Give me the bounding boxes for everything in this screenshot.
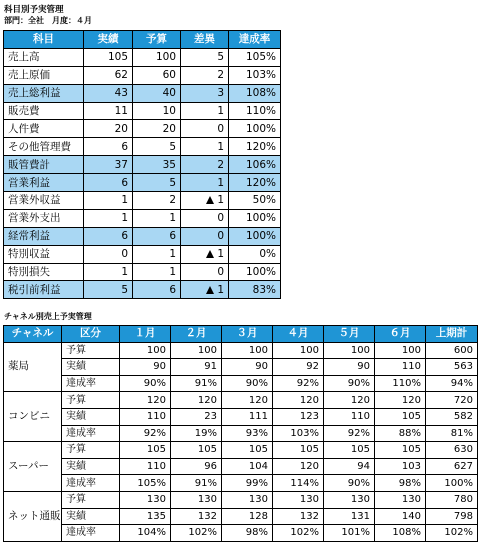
section1-title: 科目別予実管理 xyxy=(4,5,64,15)
half-total-value: 582 xyxy=(426,408,478,425)
table-row xyxy=(4,392,478,409)
budget-value: 10 xyxy=(133,102,181,120)
table-row xyxy=(4,227,281,245)
rate-value: 103% xyxy=(229,66,281,84)
diff-value xyxy=(181,281,229,299)
header-month-4: ４月 xyxy=(273,326,324,343)
actual-value: 11 xyxy=(84,102,133,120)
rate-value: 100% xyxy=(229,209,281,227)
actual-value: 6 xyxy=(84,227,133,245)
month-value: 90 xyxy=(324,359,375,376)
diff-number: 1 xyxy=(217,248,224,261)
diff-number: 0 xyxy=(217,122,224,135)
month-value: 135 xyxy=(120,508,171,525)
month-value: 98% xyxy=(375,475,426,492)
table-header-row xyxy=(4,326,478,343)
month-value: 110 xyxy=(375,359,426,376)
diff-value xyxy=(181,192,229,210)
month-value: 90 xyxy=(120,359,171,376)
month-value: 110 xyxy=(120,458,171,475)
rate-value: 100% xyxy=(229,120,281,138)
diff-value xyxy=(181,120,229,138)
account-label: 経常利益 xyxy=(4,227,84,245)
month-value: 103 xyxy=(375,458,426,475)
month-value: 105 xyxy=(375,408,426,425)
budget-value: 5 xyxy=(133,174,181,192)
half-total-value: 630 xyxy=(426,442,478,459)
month-value: 131 xyxy=(324,508,375,525)
month-value: 120 xyxy=(171,392,222,409)
half-total-value: 94% xyxy=(426,375,478,392)
header-budget: 予算 xyxy=(133,31,181,49)
rate-value: 105% xyxy=(229,48,281,66)
half-total-value: 720 xyxy=(426,392,478,409)
channel-name: ネット通販 xyxy=(4,491,62,541)
category-label: 実績 xyxy=(62,359,120,376)
diff-number: 0 xyxy=(217,230,224,243)
month-value: 91% xyxy=(171,475,222,492)
table-row xyxy=(4,359,478,376)
table-row xyxy=(4,458,478,475)
account-label: 売上原価 xyxy=(4,66,84,84)
month-value: 130 xyxy=(273,491,324,508)
section2-title: チャネル別売上予実管理 xyxy=(4,312,92,321)
month-value: 94 xyxy=(324,458,375,475)
month-value: 103% xyxy=(273,425,324,442)
channel-name: 薬局 xyxy=(4,342,62,392)
table-row xyxy=(4,84,281,102)
diff-value xyxy=(181,84,229,102)
negative-triangle-icon xyxy=(206,196,214,204)
month-value: 91 xyxy=(171,359,222,376)
table-row xyxy=(4,442,478,459)
account-label: 売上総利益 xyxy=(4,84,84,102)
month-value: 130 xyxy=(120,491,171,508)
month-value: 120 xyxy=(324,392,375,409)
table-row xyxy=(4,102,281,120)
month-value: 105 xyxy=(171,442,222,459)
table-row xyxy=(4,425,478,442)
month-value: 90% xyxy=(324,475,375,492)
table-row xyxy=(4,120,281,138)
diff-number: 0 xyxy=(217,266,224,279)
month-value: 140 xyxy=(375,508,426,525)
diff-value xyxy=(181,209,229,227)
month-value: 99% xyxy=(222,475,273,492)
budget-value: 1 xyxy=(133,263,181,281)
budget-value: 60 xyxy=(133,66,181,84)
category-label: 予算 xyxy=(62,392,120,409)
table-row xyxy=(4,174,281,192)
diff-value xyxy=(181,138,229,156)
month-value: 100 xyxy=(222,342,273,359)
diff-value xyxy=(181,156,229,174)
budget-value: 20 xyxy=(133,120,181,138)
actual-value: 62 xyxy=(84,66,133,84)
header-half-total: 上期計 xyxy=(426,326,478,343)
channel-name: コンビニ xyxy=(4,392,62,442)
table-row xyxy=(4,156,281,174)
month-value: 100 xyxy=(171,342,222,359)
month-value: 101% xyxy=(324,525,375,542)
diff-number: 1 xyxy=(217,283,224,296)
half-total-value: 798 xyxy=(426,508,478,525)
month-value: 90% xyxy=(324,375,375,392)
diff-number: 5 xyxy=(217,51,224,64)
account-label: 税引前利益 xyxy=(4,281,84,299)
month-value: 92 xyxy=(273,359,324,376)
month-value: 110 xyxy=(120,408,171,425)
month-value: 23 xyxy=(171,408,222,425)
header-month-2: ２月 xyxy=(171,326,222,343)
rate-value: 108% xyxy=(229,84,281,102)
rate-value: 0% xyxy=(229,245,281,263)
table-row xyxy=(4,475,478,492)
table-row xyxy=(4,408,478,425)
month-value: 123 xyxy=(273,408,324,425)
half-total-value: 627 xyxy=(426,458,478,475)
account-label: その他管理費 xyxy=(4,138,84,156)
table-row xyxy=(4,281,281,299)
month-value: 105 xyxy=(324,442,375,459)
category-label: 実績 xyxy=(62,408,120,425)
rate-value: 100% xyxy=(229,263,281,281)
half-total-value: 100% xyxy=(426,475,478,492)
rate-value: 83% xyxy=(229,281,281,299)
rate-value: 50% xyxy=(229,192,281,210)
table-row xyxy=(4,245,281,263)
diff-value xyxy=(181,102,229,120)
diff-number: 1 xyxy=(217,176,224,189)
diff-value xyxy=(181,66,229,84)
budget-value: 2 xyxy=(133,192,181,210)
account-budget-table xyxy=(3,30,281,299)
month-value: 104% xyxy=(120,525,171,542)
month-value: 88% xyxy=(375,425,426,442)
rate-value: 120% xyxy=(229,138,281,156)
budget-value: 1 xyxy=(133,245,181,263)
header-month-3: ３月 xyxy=(222,326,273,343)
month-value: 130 xyxy=(222,491,273,508)
month-value: 92% xyxy=(324,425,375,442)
actual-value: 43 xyxy=(84,84,133,102)
account-label: 販売費 xyxy=(4,102,84,120)
diff-value xyxy=(181,245,229,263)
month-value: 105 xyxy=(120,442,171,459)
half-total-value: 563 xyxy=(426,359,478,376)
month-value: 98% xyxy=(222,525,273,542)
actual-value: 5 xyxy=(84,281,133,299)
month-value: 132 xyxy=(171,508,222,525)
account-label: 特別損失 xyxy=(4,263,84,281)
month-value: 120 xyxy=(273,392,324,409)
diff-number: 3 xyxy=(217,87,224,100)
month-value: 114% xyxy=(273,475,324,492)
month-value: 93% xyxy=(222,425,273,442)
actual-value: 1 xyxy=(84,209,133,227)
month-value: 132 xyxy=(273,508,324,525)
category-label: 達成率 xyxy=(62,425,120,442)
table-row xyxy=(4,375,478,392)
diff-value xyxy=(181,227,229,245)
rate-value: 100% xyxy=(229,227,281,245)
table-row xyxy=(4,138,281,156)
diff-value xyxy=(181,174,229,192)
diff-number: 1 xyxy=(217,140,224,153)
half-total-value: 780 xyxy=(426,491,478,508)
rate-value: 120% xyxy=(229,174,281,192)
actual-value: 105 xyxy=(84,48,133,66)
month-value: 120 xyxy=(120,392,171,409)
month-value: 105 xyxy=(222,442,273,459)
category-label: 実績 xyxy=(62,508,120,525)
month-value: 92% xyxy=(273,375,324,392)
diff-number: 1 xyxy=(217,194,224,207)
category-label: 達成率 xyxy=(62,375,120,392)
channel-name: スーパー xyxy=(4,442,62,492)
month-value: 110% xyxy=(375,375,426,392)
half-total-value: 81% xyxy=(426,425,478,442)
header-account: 科目 xyxy=(4,31,84,49)
month-value: 100 xyxy=(120,342,171,359)
month-value: 102% xyxy=(273,525,324,542)
rate-value: 106% xyxy=(229,156,281,174)
month-value: 110 xyxy=(324,408,375,425)
table-row xyxy=(4,342,478,359)
budget-value: 100 xyxy=(133,48,181,66)
actual-value: 20 xyxy=(84,120,133,138)
month-value: 105 xyxy=(375,442,426,459)
diff-number: 2 xyxy=(217,69,224,82)
month-value: 130 xyxy=(324,491,375,508)
actual-value: 6 xyxy=(84,138,133,156)
month-value: 111 xyxy=(222,408,273,425)
month-value: 130 xyxy=(375,491,426,508)
header-actual: 実績 xyxy=(84,31,133,49)
budget-value: 1 xyxy=(133,209,181,227)
budget-value: 6 xyxy=(133,281,181,299)
month-value: 19% xyxy=(171,425,222,442)
channel-sales-table xyxy=(3,325,478,542)
month-value: 102% xyxy=(171,525,222,542)
month-value: 120 xyxy=(273,458,324,475)
category-label: 予算 xyxy=(62,491,120,508)
budget-value: 35 xyxy=(133,156,181,174)
account-label: 人件費 xyxy=(4,120,84,138)
header-channel: チャネル xyxy=(4,326,62,343)
account-label: 特別収益 xyxy=(4,245,84,263)
month-value: 120 xyxy=(375,392,426,409)
diff-value xyxy=(181,48,229,66)
header-rate: 達成率 xyxy=(229,31,281,49)
actual-value: 0 xyxy=(84,245,133,263)
actual-value: 37 xyxy=(84,156,133,174)
header-month-5: ５月 xyxy=(324,326,375,343)
month-value: 90% xyxy=(120,375,171,392)
negative-triangle-icon xyxy=(206,250,214,258)
header-month-6: ６月 xyxy=(375,326,426,343)
header-category: 区分 xyxy=(62,326,120,343)
table-row xyxy=(4,508,478,525)
account-label: 営業外収益 xyxy=(4,192,84,210)
month-value: 91% xyxy=(171,375,222,392)
month-value: 120 xyxy=(222,392,273,409)
month-value: 108% xyxy=(375,525,426,542)
table-row xyxy=(4,491,478,508)
category-label: 予算 xyxy=(62,442,120,459)
half-total-value: 102% xyxy=(426,525,478,542)
category-label: 予算 xyxy=(62,342,120,359)
account-label: 営業利益 xyxy=(4,174,84,192)
budget-value: 40 xyxy=(133,84,181,102)
budget-value: 5 xyxy=(133,138,181,156)
actual-value: 1 xyxy=(84,263,133,281)
diff-number: 1 xyxy=(217,105,224,117)
diff-value xyxy=(181,263,229,281)
rate-value: 110% xyxy=(229,102,281,120)
table-row xyxy=(4,66,281,84)
category-label: 達成率 xyxy=(62,475,120,492)
month-value: 130 xyxy=(171,491,222,508)
month-value: 128 xyxy=(222,508,273,525)
account-label: 売上高 xyxy=(4,48,84,66)
table-row xyxy=(4,525,478,542)
month-value: 90 xyxy=(222,359,273,376)
month-value: 100 xyxy=(273,342,324,359)
category-label: 達成率 xyxy=(62,525,120,542)
month-value: 90% xyxy=(222,375,273,392)
month-value: 104 xyxy=(222,458,273,475)
diff-number: 0 xyxy=(217,212,224,225)
month-value: 100 xyxy=(324,342,375,359)
budget-value: 6 xyxy=(133,227,181,245)
table-row xyxy=(4,192,281,210)
table-row xyxy=(4,209,281,227)
account-label: 販管費計 xyxy=(4,156,84,174)
header-diff: 差異 xyxy=(181,31,229,49)
account-label: 営業外支出 xyxy=(4,209,84,227)
category-label: 実績 xyxy=(62,458,120,475)
month-value: 105% xyxy=(120,475,171,492)
actual-value: 6 xyxy=(84,174,133,192)
half-total-value: 600 xyxy=(426,342,478,359)
section1-subtitle: 部門：全社 月度：４月 xyxy=(4,16,92,25)
month-value: 105 xyxy=(273,442,324,459)
table-row xyxy=(4,48,281,66)
actual-value: 1 xyxy=(84,192,133,210)
table-row xyxy=(4,263,281,281)
header-month-1: １月 xyxy=(120,326,171,343)
month-value: 96 xyxy=(171,458,222,475)
negative-triangle-icon xyxy=(206,286,214,294)
table-header-row xyxy=(4,31,281,49)
month-value: 92% xyxy=(120,425,171,442)
diff-number: 2 xyxy=(217,158,224,171)
month-value: 100 xyxy=(375,342,426,359)
